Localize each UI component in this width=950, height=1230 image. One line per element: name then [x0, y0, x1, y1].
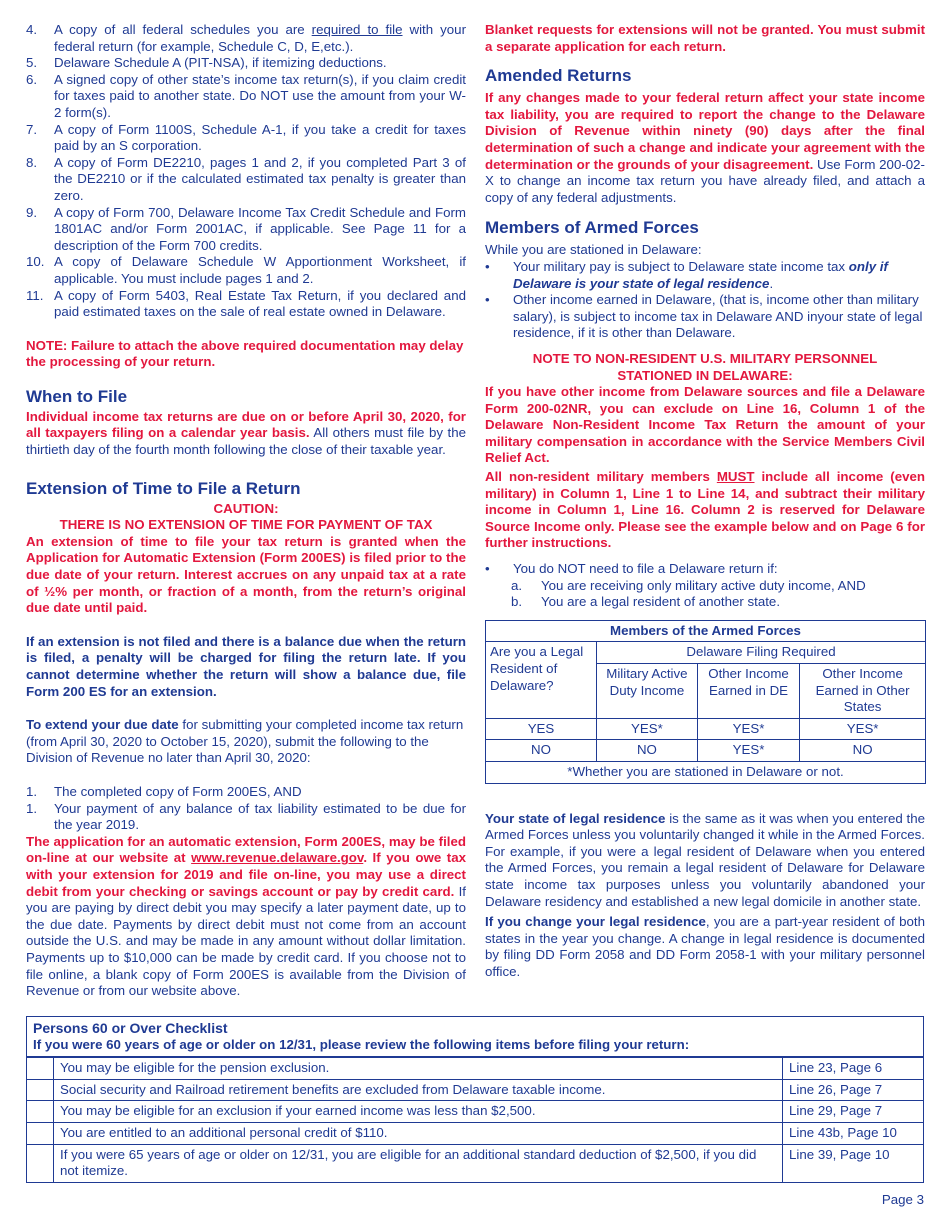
- checkbox[interactable]: [27, 1123, 54, 1144]
- online-filing-paragraph: The application for an automatic extension, Form 200ES, may be filed on-line at our website at www.revenue.delaware.gov. If you owe tax with your extension for 2019 and file on-line, you may use a direct debit from your checking or savings account or pay by credit card. If you are paying by direct debit you may specify a later payment date, up to the due date. Payments by direct debit must not come from an account outside the U.S. and may be made in any amount without dollar limitation. Payments up to $10,000 can be made by credit card. If you choose not to file online, a blank copy of Form 200ES is available from the Division of Revenue or from our website above.: [26, 833, 467, 999]
- table-cell: YES*: [800, 718, 926, 740]
- column-header: Other Income Earned in Other States: [800, 664, 926, 719]
- table-cell: NO: [800, 740, 926, 762]
- military-note-subtitle: STATIONED IN DELAWARE:: [617, 367, 793, 383]
- checklist-item-text: You are entitled to an additional personal credit of $110.: [54, 1123, 783, 1144]
- page-number: Page 3: [881, 1192, 924, 1207]
- row-header: Are you a Legal Resident of Delaware?: [486, 642, 597, 718]
- amended-returns-text: If any changes made to your federal return affect your state income tax liability, you are required to report the change to the Delaware Division of Revenue within ninety (90) days after the final determination of such a change and indicate your agreement with the determination or the grounds of your disagreement. Use Form 200-02-X to change an income tax return you have already filed, and attach a copy of any federal adjustments.: [485, 90, 925, 205]
- filing-exemption-sublist: [485, 578, 925, 611]
- penalty-paragraph: If an extension is not filed and there is a balance due when the return is filed, a penalty will be charged for filing the return late. If you cannot determine whether the return will show a balance due, file Form 200 ES for an extension.: [26, 633, 466, 699]
- submit-list: [26, 784, 466, 834]
- checklist-item-reference: Line 29, Page 7: [789, 1103, 883, 1119]
- when-to-file-text: Individual income tax returns are due on or before April 30, 2020, for all taxpayers filing on a calendar year basis. All others must file by the thirtieth day of the fourth month following the close of their taxable year.: [26, 408, 466, 458]
- extend-due-date-paragraph: To extend your due date for submitting your completed income tax return (from April 30, 2020 to October 15, 2020), submit the following to the Division of Revenue no later than April 30, 2020:: [26, 717, 464, 766]
- checklist-item-text: Social security and Railroad retirement benefits are excluded from Delaware taxable income.: [54, 1080, 783, 1101]
- checklist-item-reference: Line 43b, Page 10: [789, 1124, 897, 1140]
- table-cell: YES: [486, 718, 597, 740]
- non-resident-paragraph: All non-resident military members MUST include all income (even military) in Column 1, Line 1 to Line 14, and subtract their military income in Column 1, Line 16. Column 2 is reserved for Delaware Source Income only. Please see the example below and on Page 6 for further instructions.: [485, 469, 925, 551]
- table-row: [486, 740, 926, 762]
- table-footnote: *Whether you are stationed in Delaware or not.: [486, 761, 926, 783]
- required-documents-list: [26, 22, 466, 321]
- checkbox[interactable]: [27, 1058, 54, 1079]
- no-extension-notice: THERE IS NO EXTENSION OF TIME FOR PAYMENT OF TAX: [59, 517, 433, 533]
- table-title: Members of the Armed Forces: [486, 620, 926, 642]
- checklist-header: [27, 1017, 923, 1057]
- list-item: b. You are a legal resident of another state.: [511, 594, 781, 610]
- filing-exemption-list: [485, 561, 925, 578]
- checklist-row: [27, 1100, 923, 1122]
- checkbox[interactable]: [27, 1145, 54, 1182]
- armed-forces-table: [485, 620, 926, 784]
- stationed-text: While you are stationed in Delaware:: [485, 242, 702, 258]
- extension-paragraph: An extension of time to file your tax return is granted when the Application for Automatic Extension (Form 200ES) is filed prior to the due date of your return. Interest accrues on any unpaid tax at a rate of ½% per month, or fraction of a month, from the return’s original due date until paid.: [26, 533, 466, 616]
- checklist-item-reference: Line 26, Page 7: [789, 1081, 883, 1097]
- list-item: 5. Delaware Schedule A (PIT-NSA), if itemizing deductions.: [26, 55, 387, 71]
- revenue-website-link[interactable]: www.revenue.delaware.gov: [191, 850, 364, 866]
- list-item: 9. A copy of Form 700, Delaware Income Tax Credit Schedule and Form 1801AC and/or Form 2001AC, if applicable. See Page 11 for a description of the Form 700 credits.: [26, 204, 466, 253]
- list-item: 1. The completed copy of Form 200ES, AND: [26, 783, 302, 799]
- list-item: a. You are receiving only military active duty income, AND: [511, 577, 866, 593]
- blanket-request-notice: Blanket requests for extensions will not be granted. You must submit a separate application for each return.: [485, 22, 925, 54]
- checklist-item-text: If you were 65 years of age or older on 12/31, you are eligible for an additional standard deduction of $2,500, if you did not itemize.: [54, 1145, 783, 1182]
- table-row: [486, 718, 926, 740]
- military-note-title: NOTE TO NON-RESIDENT U.S. MILITARY PERSONNEL: [532, 350, 878, 366]
- checklist-item-text: You may be eligible for an exclusion if your earned income was less than $2,500.: [54, 1101, 783, 1122]
- checklist-subtitle: If you were 60 years of age or older on 12/31, please review the following items before filing your return:: [33, 1036, 690, 1052]
- checkbox[interactable]: [27, 1101, 54, 1122]
- checklist-title: Persons 60 or Over Checklist: [33, 1020, 228, 1036]
- list-item: 7. A copy of Form 1100S, Schedule A-1, if you take a credit for taxes paid by an S corporation.: [26, 121, 466, 154]
- change-residence-paragraph: If you change your legal residence, you are a part-year resident of both states in the year you change. A change in legal residence is documented by filing DD Form 2058 and DD Form 2058-1 with your military personnel office.: [485, 914, 925, 979]
- armed-forces-heading: Members of Armed Forces: [485, 218, 699, 238]
- list-item: • Other income earned in Delaware, (that is, income other than military salary), is subject to income tax in Delaware AND inyour state of legal residence, if it is other than Delaware.: [485, 292, 923, 341]
- checklist-row: [27, 1079, 923, 1101]
- table-cell: YES*: [697, 718, 799, 740]
- group-header: Delaware Filing Required: [597, 642, 926, 664]
- checklist-row: [27, 1057, 923, 1079]
- table-cell: NO: [597, 740, 698, 762]
- left-column: [26, 22, 466, 1000]
- list-item: 11. A copy of Form 5403, Real Estate Tax Return, if you declared and paid estimated taxes on the sale of real estate owned in Delaware.: [26, 287, 466, 320]
- list-item: • Your military pay is subject to Delaware state income tax only if Delaware is your state of legal residence.: [485, 258, 888, 291]
- amended-returns-heading: Amended Returns: [485, 66, 632, 86]
- column-header: Other Income Earned in DE: [697, 664, 799, 719]
- checklist-item-reference: Line 23, Page 6: [789, 1060, 883, 1076]
- checklist-item-reference: Line 39, Page 10: [789, 1146, 890, 1162]
- checklist-item-text: You may be eligible for the pension exclusion.: [54, 1058, 783, 1079]
- table-cell: YES*: [597, 718, 698, 740]
- caution-label: CAUTION:: [213, 500, 279, 516]
- checklist-row: [27, 1122, 923, 1144]
- list-item: 1. Your payment of any balance of tax liability estimated to be due for the year 2019.: [26, 800, 466, 833]
- persons-60-checklist: [26, 1016, 924, 1183]
- column-header: Military Active Duty Income: [597, 664, 698, 719]
- military-note-paragraph: If you have other income from Delaware sources and file a Delaware Form 200-02NR, you can exclude on Line 16, Column 1 of the Delaware Non-Resident Income Tax Return the amount of your military compensation in accordance with the Service Members Civil Relief Act.: [485, 384, 925, 466]
- table-cell: NO: [486, 740, 597, 762]
- list-item: • You do NOT need to file a Delaware return if:: [485, 561, 778, 577]
- right-column: [485, 22, 925, 981]
- list-item: 4. A copy of all federal schedules you are required to file with your federal return (for example, Schedule C, D, E,etc.).: [26, 22, 466, 54]
- armed-forces-bullets: [485, 259, 925, 342]
- list-item: 10. A copy of Delaware Schedule W Apportionment Worksheet, if applicable. You must include pages 1 and 2.: [26, 254, 466, 286]
- extension-heading: Extension of Time to File a Return: [26, 478, 301, 498]
- list-item: 8. A copy of Form DE2210, pages 1 and 2, if you completed Part 3 of the DE2210 or if the calculated estimated tax penalty is greater than zero.: [26, 154, 466, 203]
- checkbox[interactable]: [27, 1080, 54, 1101]
- list-item: 6. A signed copy of other state’s income tax return(s), if you claim credit for taxes paid to another state. Do NOT use the amount from your W-2 form(s).: [26, 71, 466, 120]
- attachment-note: NOTE: Failure to attach the above required documentation may delay the processing of your return.: [26, 337, 464, 370]
- table-cell: YES*: [697, 740, 799, 762]
- checklist-row: [27, 1144, 923, 1182]
- when-to-file-heading: When to File: [26, 386, 128, 406]
- legal-residence-paragraph: Your state of legal residence is the same as it was when you entered the Armed Forces unless you voluntarily changed it while in the Armed Forces. For example, if you were a legal resident of Delaware when you entered the Armed Forces, you remain a legal resident of Delaware for Delaware state income tax purposes unless you voluntarily abandoned your Delaware residency and established a new legal domicile in another state.: [485, 810, 925, 909]
